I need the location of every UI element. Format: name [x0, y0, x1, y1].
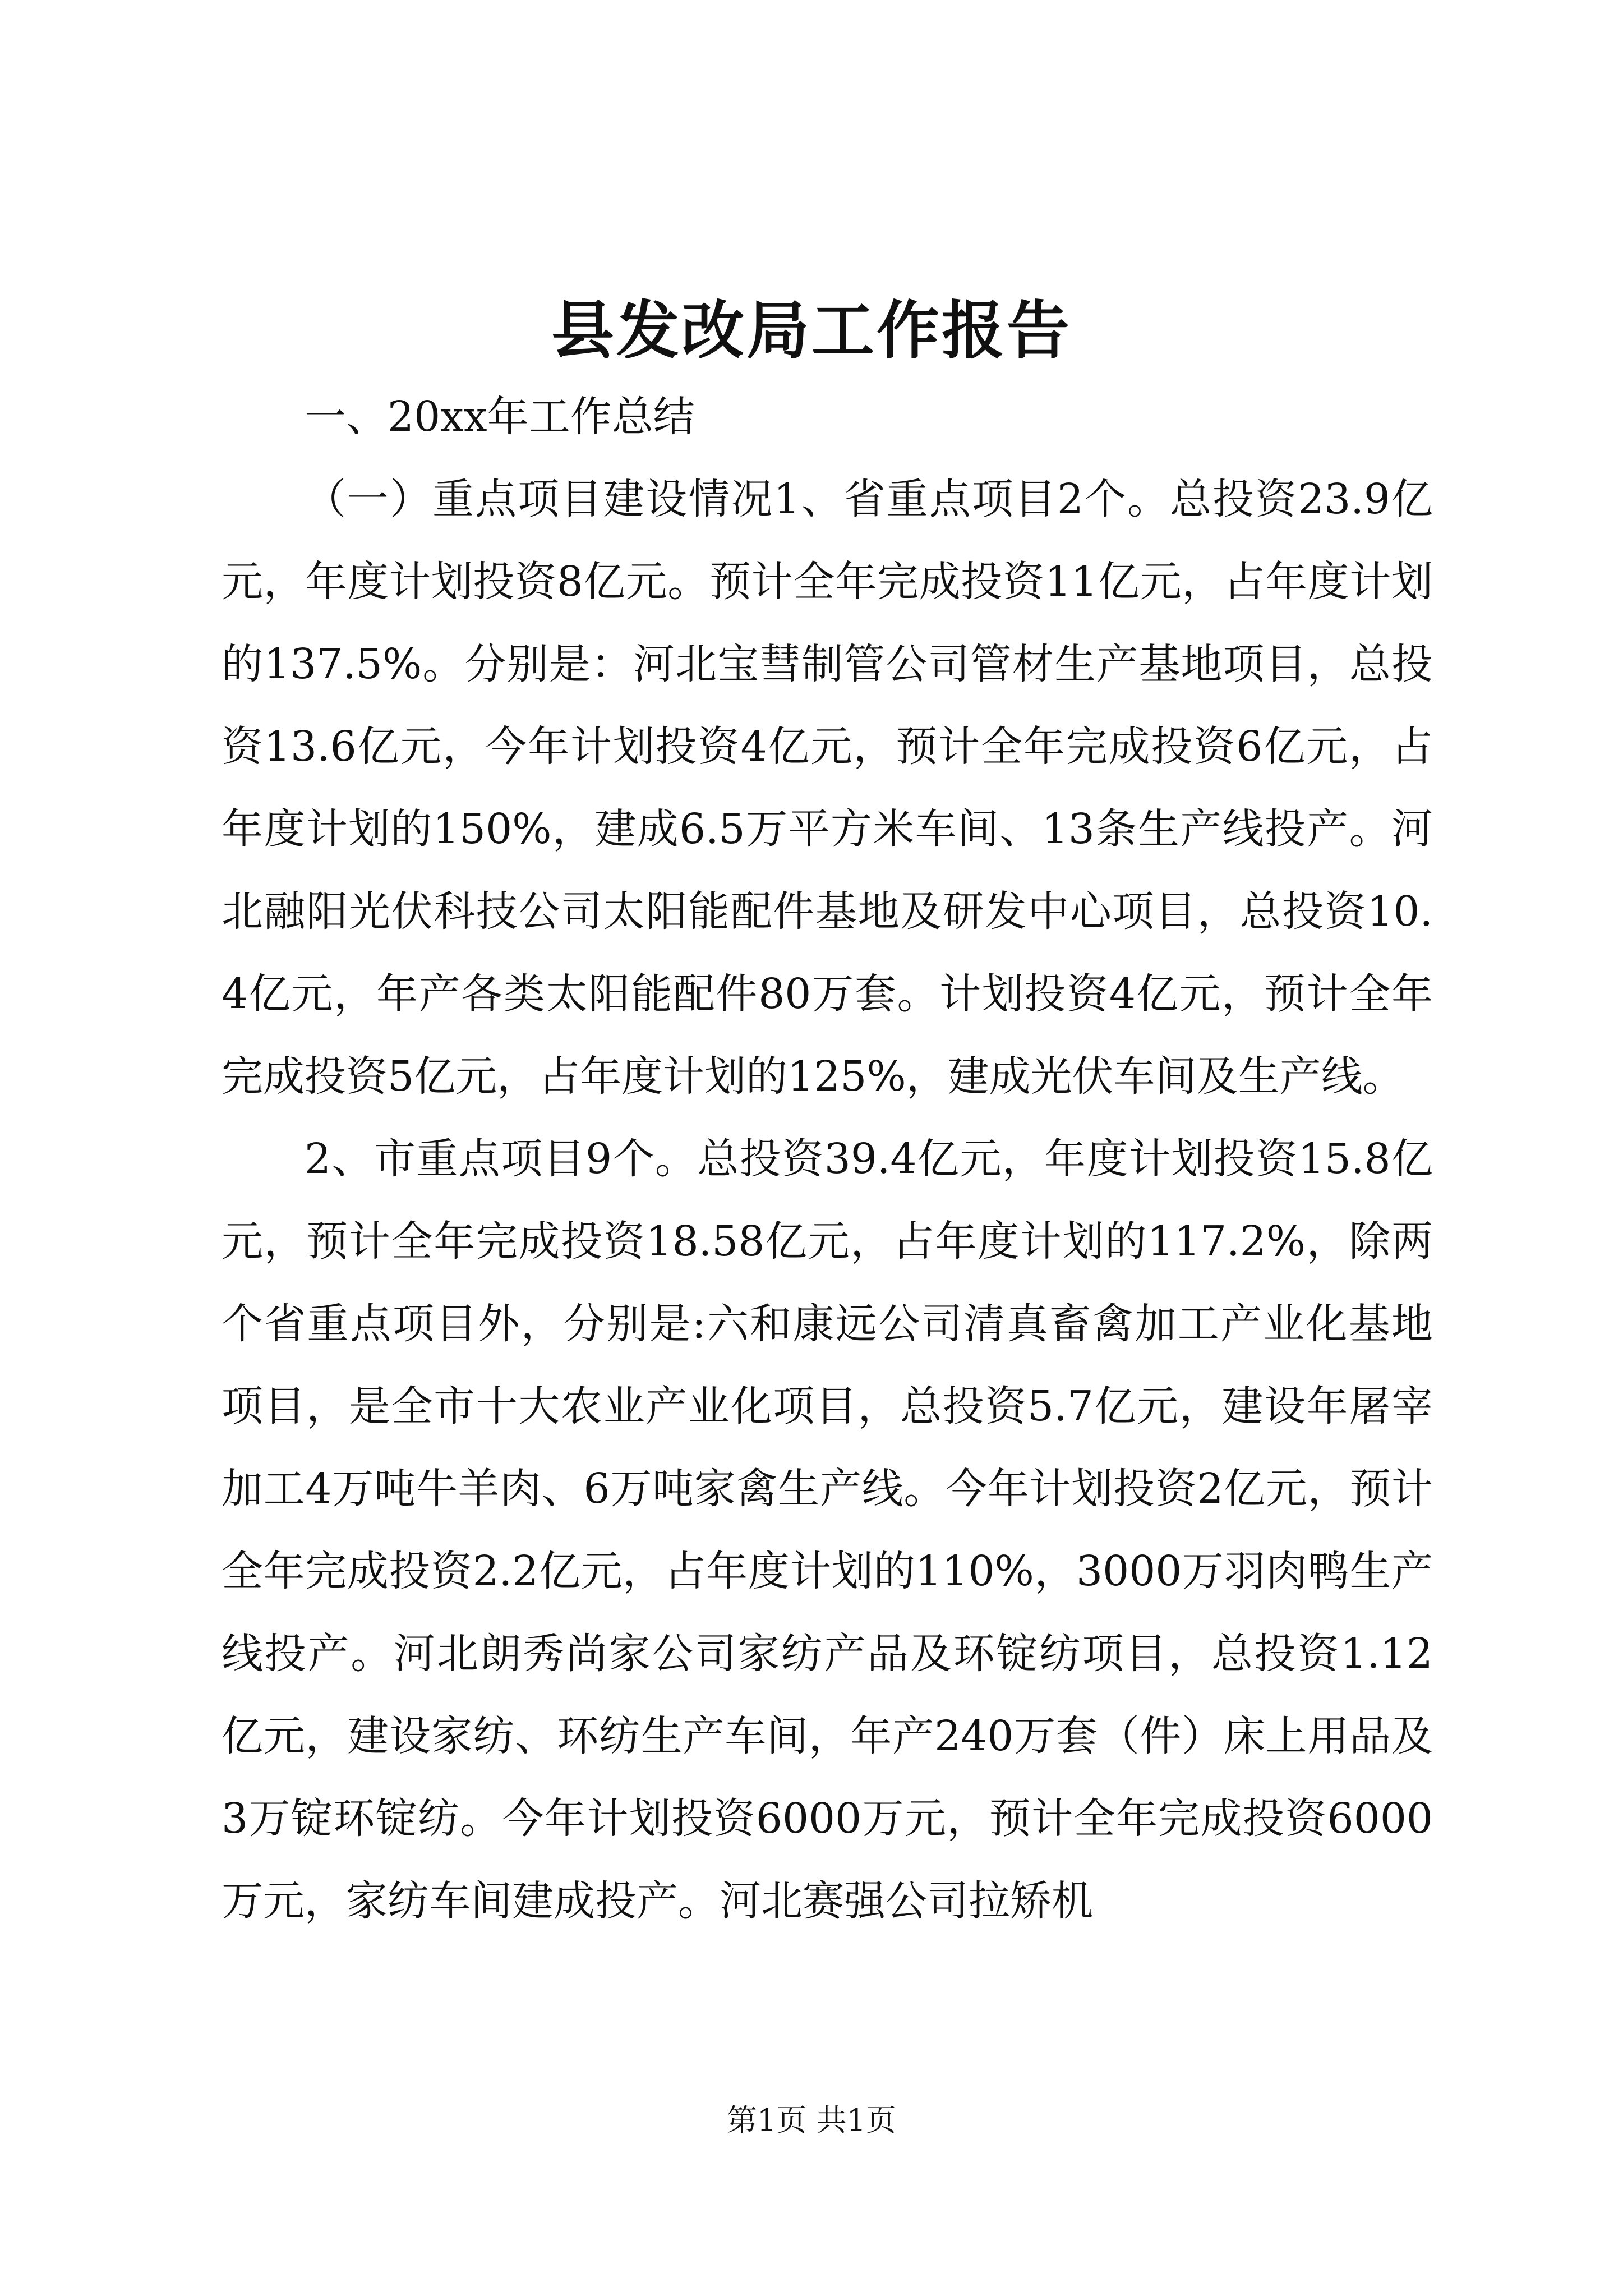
document-body [222, 376, 1433, 1943]
page-number-footer: 第1页 共1页 [727, 2102, 896, 2138]
document-title: 县发改局工作报告 [551, 294, 1072, 367]
body-paragraph: （一）重点项目建设情况1、省重点项目2个。总投资23.9亿元，年度计划投资8亿元。预计全年完成投资11亿元，占年度计划的137.5%。分别是：河北宝彗制管公司管材生产基地项目，总投资13.6亿元，今年计划投资4亿元，预计全年完成投资6亿元，占年度计划的150%，建成6.5万平方米车间、13条生产线投产。河北融阳光伏科技公司太阳能配件基地及研发中心项目，总投资10.4亿元，年产各类太阳能配件80万套。计划投资4亿元，预计全年完成投资5亿元，占年度计划的125%，建成光伏车间及生产线。 [222, 475, 1433, 1101]
body-paragraph: 2、市重点项目9个。总投资39.4亿元，年度计划投资15.8亿元，预计全年完成投资18.58亿元，占年度计划的117.2%，除两个省重点项目外，分别是:六和康远公司清真畜禽加工产业化基地项目，是全市十大农业产业化项目，总投资5.7亿元，建设年屠宰加工4万吨牛羊肉、6万吨家禽生产线。今年计划投资2亿元，预计全年完成投资2.2亿元，占年度计划的110%，3000万羽肉鸭生产线投产。河北朗秀尚家公司家纺产品及环锭纺项目，总投资1.12亿元，建设家纺、环纺生产车间，年产240万套（件）床上用品及3万锭环锭纺。今年计划投资6000万元，预计全年完成投资6000万元，家纺车间建成投产。河北赛强公司拉矫机 [222, 1135, 1433, 1925]
section-heading: 一、20xx年工作总结 [305, 393, 695, 441]
